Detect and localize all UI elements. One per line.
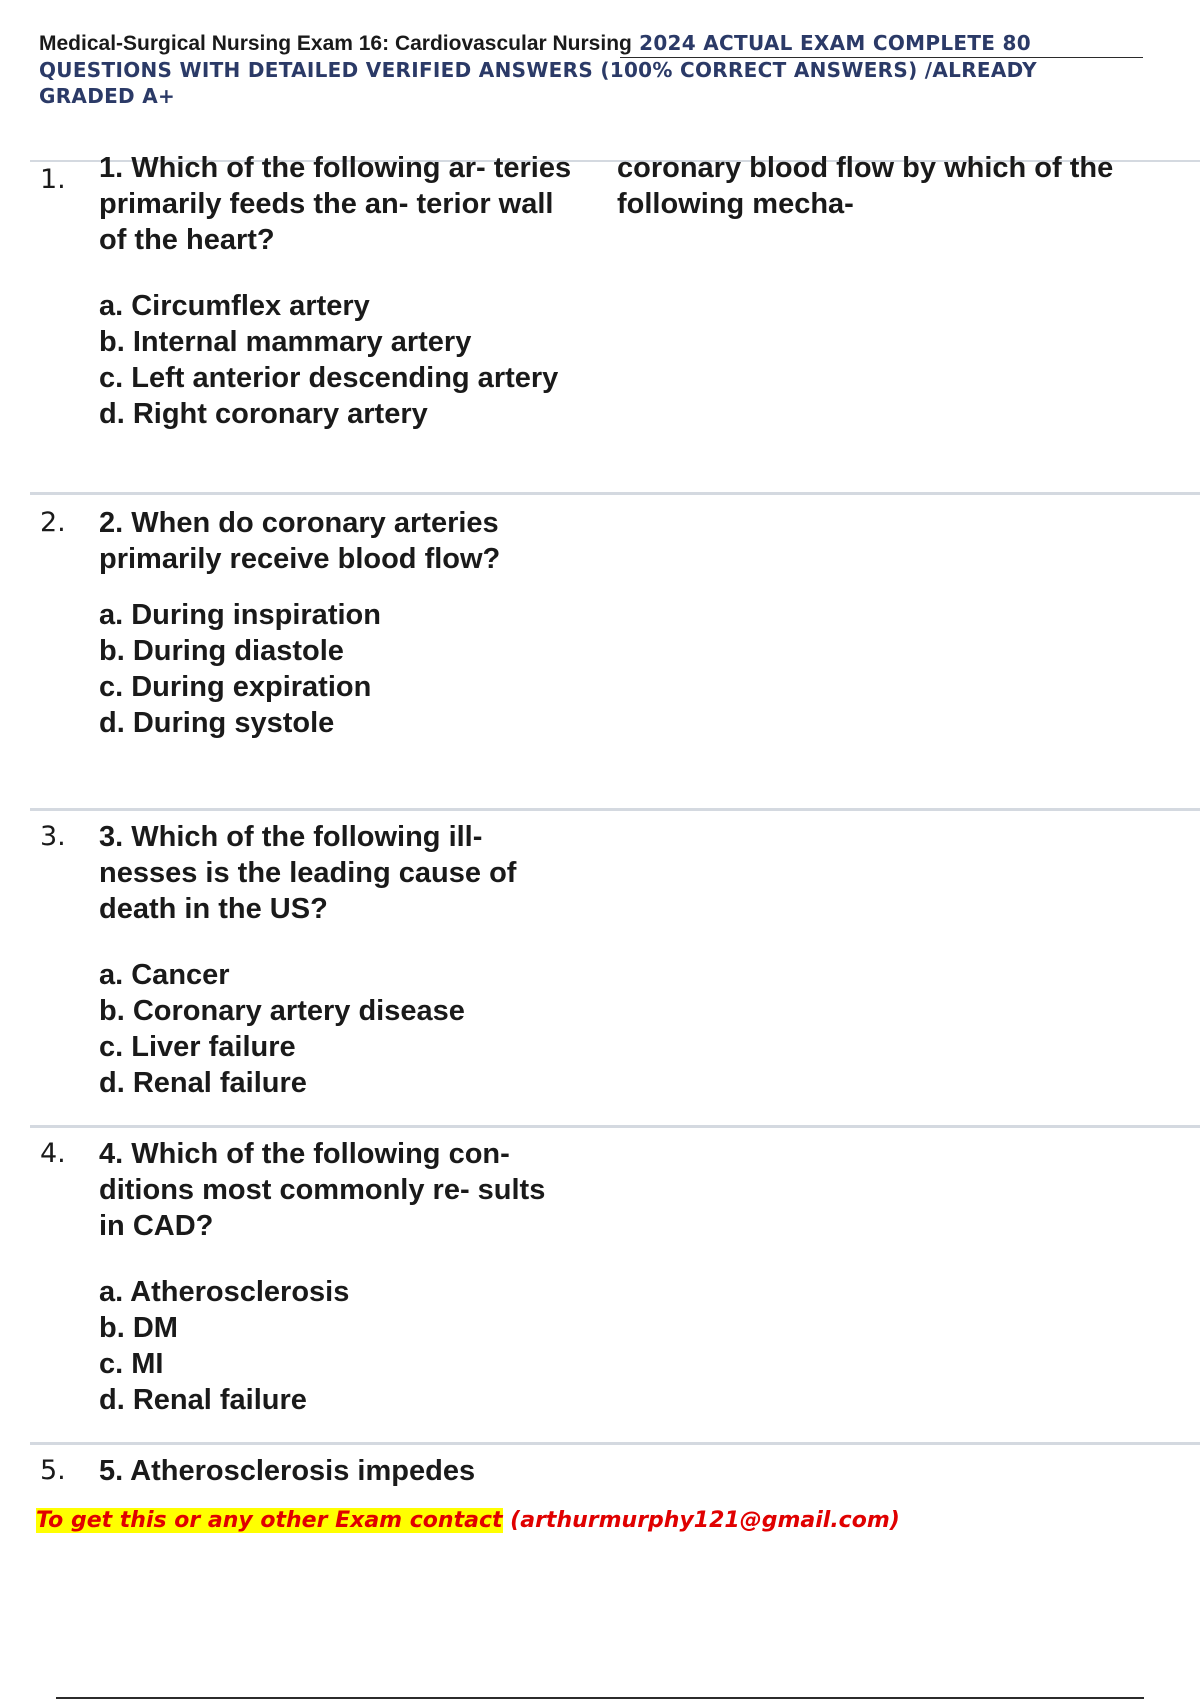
header-underline	[620, 57, 1143, 58]
title-blue: 2024 ACTUAL EXAM COMPLETE 80	[631, 31, 1031, 55]
document-title	[39, 30, 1144, 109]
option-d: d. During systole	[99, 707, 335, 739]
question-cell	[99, 505, 579, 741]
title-line-3: GRADED A+	[39, 84, 176, 108]
question-cell	[99, 1453, 579, 1489]
question-cell	[99, 150, 579, 432]
option-b: b. During diastole	[99, 635, 344, 667]
table-row	[30, 1442, 1200, 1502]
question-text: 4. Which of the following con- ditions most commonly re- sults in CAD?	[99, 1138, 546, 1242]
question-text: 2. When do coronary arteries primarily receive blood flow?	[99, 507, 501, 575]
option-d: d. Renal failure	[99, 1384, 307, 1416]
question-text: 1. Which of the following ar- teries primarily feeds the an- terior wall of the heart?	[99, 152, 572, 256]
option-a: a. Atherosclerosis	[99, 1276, 350, 1308]
options-list	[99, 1274, 579, 1418]
question-text: 5. Atherosclerosis impedes	[99, 1455, 476, 1487]
table-row	[30, 1125, 1200, 1442]
contact-highlight: To get this or any other Exam contact	[36, 1508, 503, 1533]
option-d: d. Renal failure	[99, 1067, 307, 1099]
question-number: 3.	[40, 821, 66, 852]
option-c: c. Left anterior descending artery	[99, 362, 559, 394]
option-c: c. During expiration	[99, 671, 372, 703]
table-row	[30, 152, 1200, 492]
option-c: c. MI	[99, 1348, 164, 1380]
question-number: 4.	[40, 1138, 66, 1169]
option-d: d. Right coronary artery	[99, 398, 428, 430]
option-b: b. DM	[99, 1312, 178, 1344]
question-cell	[99, 1136, 579, 1418]
continued-question-text: coronary blood flow by which of the following mecha-	[617, 152, 1114, 220]
option-a: a. During inspiration	[99, 599, 381, 631]
title-line-1	[39, 30, 1144, 57]
question-cell	[99, 819, 579, 1101]
option-a: a. Cancer	[99, 959, 230, 991]
title-line-2: QUESTIONS WITH DETAILED VERIFIED ANSWERS (100% CORRECT ANSWERS) /ALREADY	[39, 58, 1037, 82]
contact-notice	[36, 1508, 900, 1533]
option-b: b. Internal mammary artery	[99, 326, 472, 358]
table-row	[30, 808, 1200, 1125]
options-list	[99, 288, 579, 432]
question-number: 5.	[40, 1455, 66, 1486]
option-a: a. Circumflex artery	[99, 290, 370, 322]
table-row	[30, 492, 1200, 808]
options-list	[99, 957, 579, 1101]
option-b: b. Coronary artery disease	[99, 995, 465, 1027]
contact-email: (arthurmurphy121@gmail.com)	[502, 1508, 900, 1533]
option-c: c. Liver failure	[99, 1031, 296, 1063]
question-text: 3. Which of the following ill- nesses is the leading cause of death in the US?	[99, 821, 517, 925]
page-bottom-rule	[56, 1697, 1144, 1699]
title-plain: Medical-Surgical Nursing Exam 16: Cardiovascular Nursing	[39, 32, 632, 55]
question-number: 2.	[40, 507, 66, 538]
options-list	[99, 597, 579, 741]
question-number: 1.	[40, 164, 66, 195]
